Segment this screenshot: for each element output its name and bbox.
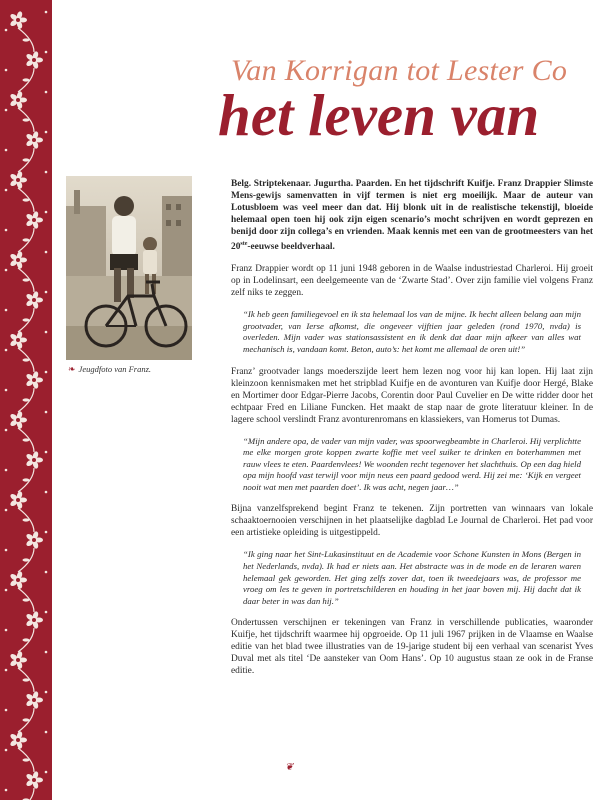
quote-3: “Ik ging naar het Sint-Lukasinstituut en de Academie voor Schone Kunsten in Mons (Bergen in het Nederlands, nvda). Ik had er niets aan. Het abstracte was in de mode en de leraren waren helemaal gek geworden. Het ging zelfs zover dat, toen ik tweedejaars was, de professor me vroeg om les te geven in portretschilderen en houding in het jaar boven mij. Hij dacht dat ik daar beter in was dan hij.” [243,549,581,606]
page-ornament-icon: ❦ [285,762,294,773]
article-title: het leven van [218,82,540,148]
caption-ornament-icon: ❧ [68,364,76,374]
paragraph-2: Franz’ grootvader langs moederszijde leert hem lezen nog voor hij kan lopen. Hij laat zijn kleinzoon kennismaken met het stripblad Kuifje en de avonturen van Kuifje door Hergé, Blake en Mortimer door Edgar-Pierre Jacobs, Corentin door Paul Cuvelier en De witte ridder door het echtpaar Fred en Liliane Funcken. Het maakt de stap naar de grote literatuur kleiner. In de lagere school verslindt Franz avonturenromans en klassiekers, van Homerus tot Dumas. [231,366,593,425]
photo-caption [68,364,218,375]
childhood-photo [66,176,192,360]
quote-2: “Mijn andere opa, de vader van mijn vader, was spoorwegbeambte in Charleroi. Hij verplichtte me elke morgen grote koppen zwarte koffie met veel suiker te drinken en boterhammen met rauw vlees te eten. Paardenvlees! We woonden recht tegenover het slachthuis. Op een dag hield opa mijn hoofd vast terwijl voor mijn neus een paard gedood werd. Hij zei me: ‘Kijk en vergeet nooit wat men met paarden doet’. Ik was acht, negen jaar…” [243,435,581,492]
paragraph-1: Franz Drappier wordt op 11 juni 1948 geboren in de Waalse industriestad Charleroi. Hij groeit op in Lodelinsart, een deelgemeente van de ‘Zwarte Stad’. Over zijn familie viel volgens Franz zelf niks te zeggen. [231,264,593,299]
article-body [231,178,593,687]
paragraph-3: Bijna vanzelfsprekend begint Franz te tekenen. Zijn portretten van winnaars van lokale schaaktoernooien verschijnen in het plaatselijke dagblad Le Journal de Charleroi. Het pad voor een artistieke opleiding is uitgestippeld. [231,504,593,539]
decorative-floral-border [0,0,52,800]
quote-1: “Ik heb geen familiegevoel en ik sta helemaal los van de mijne. Ik hecht alleen belang aan mijn grootvader, van Ierse afkomst, die ongeveer vijftien jaar geleden (rond 1970, nvda) is overleden. Mijn vader was stationsassistent en ik denk dat daar mijn afkeer van alles wat mechanisch is, vandaan komt. Beton, auto’s: het komt me allemaal de oren uit!” [243,309,581,354]
photo-caption-text: Jeugdfoto van Franz. [78,364,152,374]
lead-paragraph: Belg. Striptekenaar. Jugurtha. Paarden. En het tijdschrift Kuifje. Franz Drappier Slimste Mens-gewijs samenvatten in vijf termen is niet erg moeilijk. Maar de auteur van Lotusbloem was veel meer dan dat. Hij blonk uit in de realistische tekenstijl, bloeide helemaal open toen hij ook zijn eigen scenario’s mocht schrijven en wordt geprezen en benijd door zijn collega’s en vrienden. Maak kennis met een van de grootmeesters van het 20ste-eeuwse beeldverhaal. [231,179,593,253]
paragraph-4: Ondertussen verschijnen er tekeningen van Franz in verschillende publicaties, waaronder Kuifje, het tijdschrift waarmee hij opgroeide. Op 11 juli 1967 prijken in de Vlaamse en Waalse editie van het blad twee illustraties van de 19-jarige student bij een verhaal van scenarist Yves Duval met als titel ‘De aansteker van Oom Hans’. Op 10 augustus staan ze ook in de Franse editie. [231,618,593,677]
article-supertitle: Van Korrigan tot Lester Co [231,54,568,87]
